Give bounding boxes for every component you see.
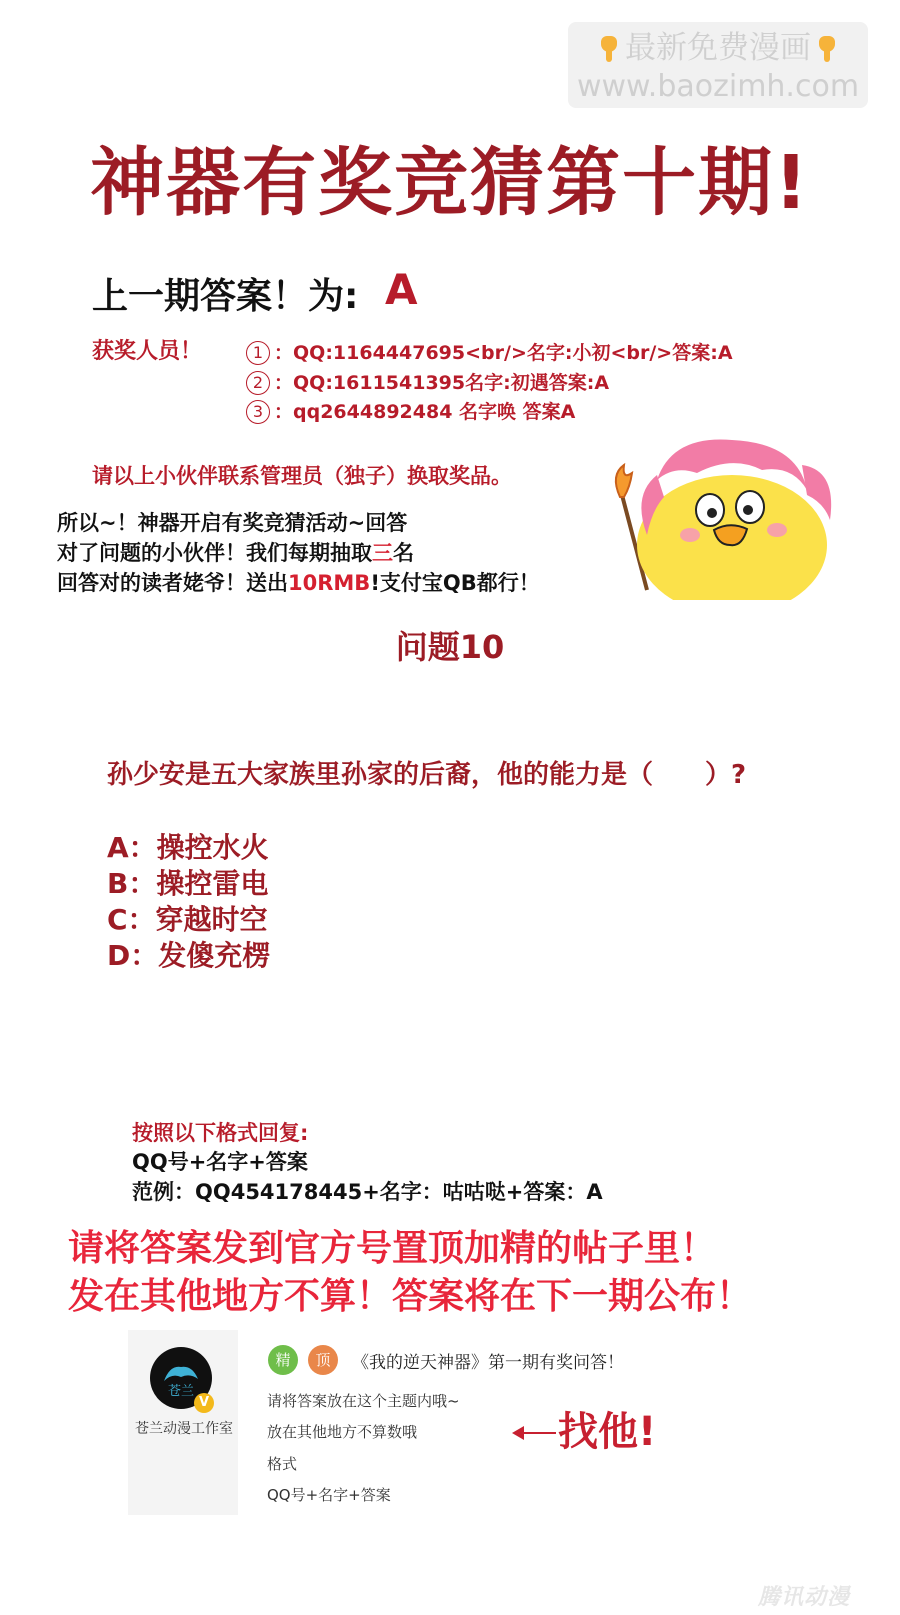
highlight-count: 三 bbox=[372, 541, 393, 565]
winner-item: 3 ：qq2644892484 名字唤 答案A bbox=[246, 397, 575, 424]
highlight-prize: 10RMB bbox=[288, 571, 371, 595]
brand-logo: 腾讯动漫 bbox=[758, 1585, 851, 1610]
option-d: D：发傻充楞 bbox=[107, 939, 271, 972]
format-heading: 按照以下格式回复: bbox=[132, 1121, 309, 1145]
circled-number-icon: 1 bbox=[246, 341, 270, 365]
finger-down-icon bbox=[597, 36, 621, 62]
arrow-left-icon bbox=[516, 1432, 556, 1434]
winners-label: 获奖人员！ bbox=[92, 339, 203, 364]
option-a: A：操控水火 bbox=[107, 831, 269, 864]
format-example: 范例：QQ454178445+名字：咕咕哒+答案：A bbox=[132, 1180, 603, 1204]
option-c: C：穿越时空 bbox=[107, 903, 268, 936]
circled-number-icon: 3 bbox=[246, 400, 270, 424]
notice-line: 请将答案发到官方号置顶加精的帖子里！ bbox=[68, 1228, 717, 1269]
winner-item: 2 ：QQ:1611541395名字:初遇答案:A bbox=[246, 368, 609, 395]
last-answer-value: A bbox=[385, 265, 418, 314]
question-text: 孙少安是五大家族里孙家的后裔，他的能力是（ ）? bbox=[107, 760, 747, 790]
svg-text:苍兰: 苍兰 bbox=[167, 1384, 195, 1399]
pointer-text: 找他! bbox=[558, 1409, 657, 1455]
page-title: 神器有奖竞猜第十期! bbox=[90, 140, 810, 226]
winner-text: QQ:1611541395名字:初遇答案:A bbox=[293, 372, 610, 394]
option-b: B：操控雷电 bbox=[107, 867, 269, 900]
post-body-line: 放在其他地方不算数哦 bbox=[267, 1423, 418, 1441]
watermark-text: 最新免费漫画 bbox=[625, 30, 811, 66]
watermark-url: www.baozimh.com bbox=[576, 69, 860, 104]
winner-item: 1 ：QQ:1164447695<br/>名字:小初<br/>答案:A bbox=[246, 338, 733, 365]
last-answer-label: 上一期答案！为: bbox=[92, 276, 359, 317]
post-body-line: 请将答案放在这个主题内哦~ bbox=[267, 1392, 460, 1410]
intro-line: 所以~！神器开启有奖竞猜活动~回答 bbox=[57, 511, 408, 535]
watermark bbox=[568, 22, 868, 108]
contact-note: 请以上小伙伴联系管理员（独子）换取奖品。 bbox=[92, 464, 512, 488]
essence-tag: 精 bbox=[268, 1345, 298, 1375]
intro-line: 回答对的读者姥爷！送出10RMB!支付宝QB都行！ bbox=[57, 571, 540, 595]
circled-number-icon: 2 bbox=[246, 371, 270, 395]
post-author-name[interactable]: 苍兰动漫工作室 bbox=[135, 1421, 233, 1437]
intro-line: 对了问题的小伙伴！我们每期抽取三名 bbox=[57, 541, 414, 565]
winner-text: qq2644892484 名字唤 答案A bbox=[293, 401, 576, 423]
format-pattern: QQ号+名字+答案 bbox=[132, 1150, 308, 1174]
winner-text: QQ:1164447695<br/>名字:小初<br/>答案:A bbox=[293, 342, 733, 364]
pinned-tag: 顶 bbox=[308, 1345, 338, 1375]
post-title[interactable]: 《我的逆天神器》第一期有奖问答！ bbox=[352, 1353, 624, 1373]
post-body-line: 格式 bbox=[267, 1455, 298, 1473]
notice-line: 发在其他地方不算！答案将在下一期公布！ bbox=[68, 1276, 753, 1317]
question-number: 问题10 bbox=[395, 628, 505, 666]
post-body-line: QQ号+名字+答案 bbox=[267, 1486, 391, 1504]
duck-mascot-illustration bbox=[602, 425, 842, 600]
finger-down-icon bbox=[815, 36, 839, 62]
verified-badge-icon: V bbox=[194, 1393, 214, 1413]
